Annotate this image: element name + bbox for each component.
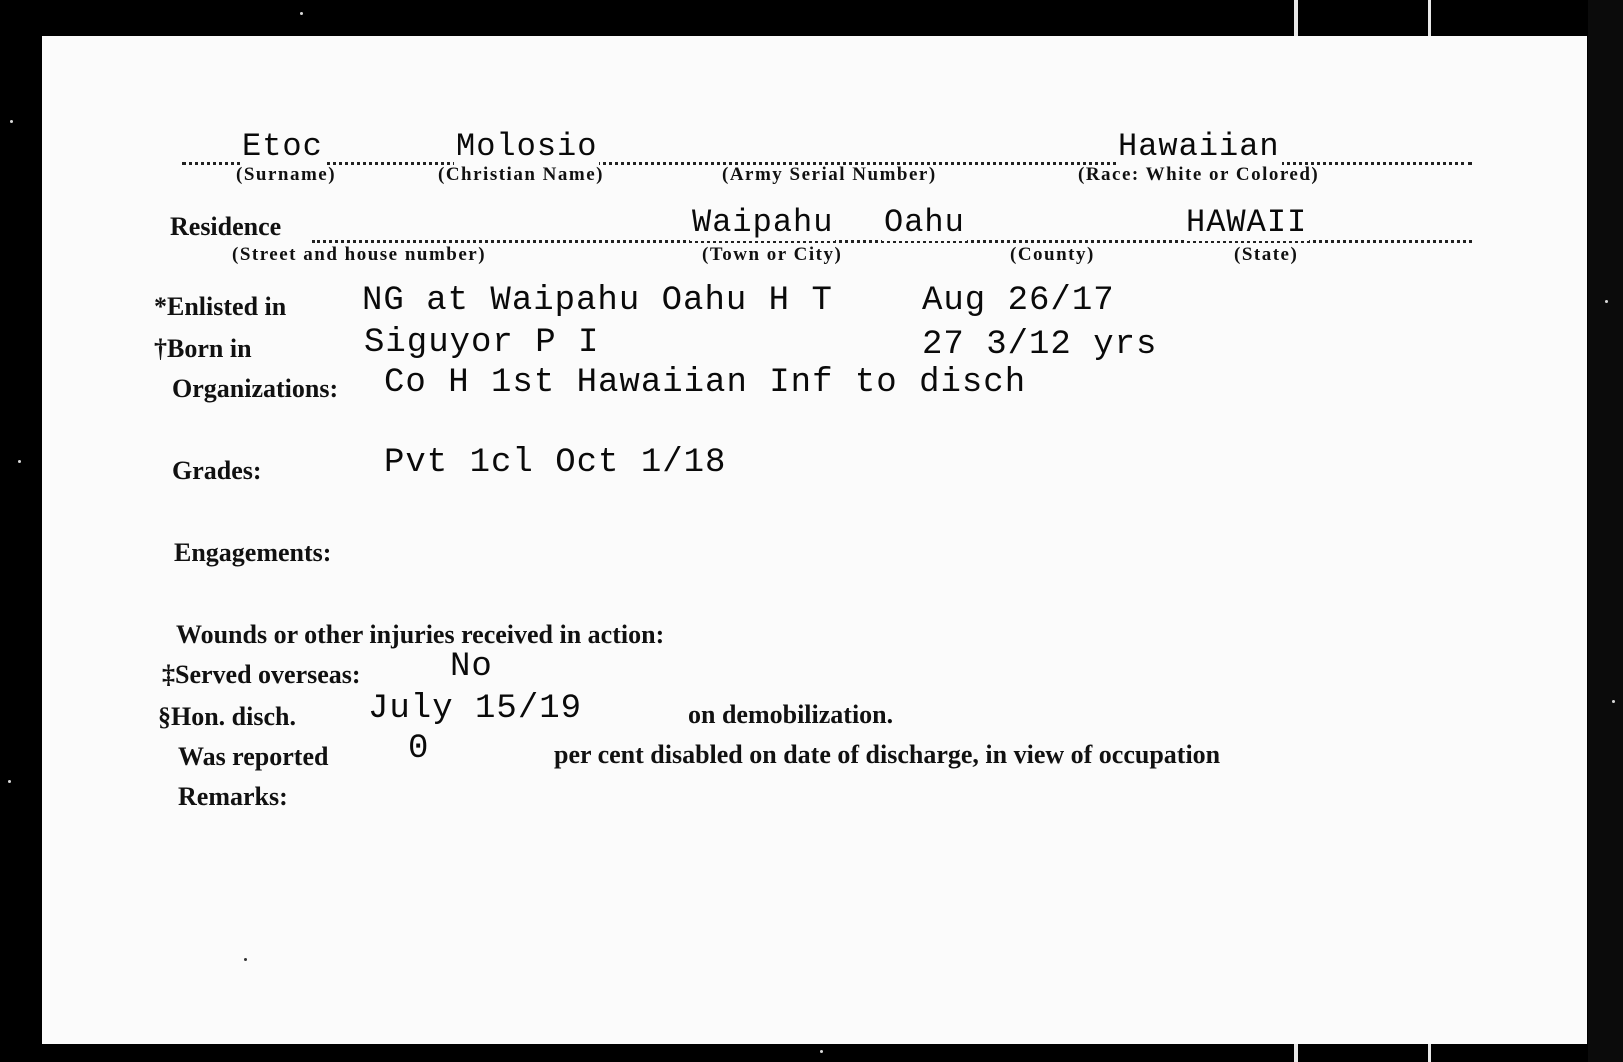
service-record-card <box>42 36 1587 1044</box>
surname-value: Etoc <box>242 128 323 165</box>
film-speck <box>820 1050 823 1053</box>
film-speck <box>300 12 303 15</box>
county-value: Oahu <box>884 204 965 241</box>
served-overseas-label: ‡Served overseas: <box>162 660 361 689</box>
christian-name-value: Molosio <box>456 128 598 165</box>
disability-suffix: per cent disabled on date of discharge, in view of occupation <box>554 740 1221 769</box>
grades-label: Grades: <box>172 456 262 485</box>
served-overseas-value: No <box>450 648 493 686</box>
ink-dot <box>244 958 247 961</box>
state-caption: (State) <box>1234 244 1299 265</box>
film-speck <box>1605 300 1608 303</box>
enlisted-place-value: NG at Waipahu Oahu H T <box>362 282 833 320</box>
disability-value: 0 <box>408 730 430 768</box>
town-caption: (Town or City) <box>702 244 843 265</box>
wounds-label: Wounds or other injuries received in action: <box>176 620 665 649</box>
born-age-value: 27 3/12 yrs <box>922 326 1158 364</box>
born-place-value: Siguyor P I <box>364 324 600 362</box>
residence-label: Residence <box>170 212 282 241</box>
film-speck <box>10 120 13 123</box>
film-speck <box>8 780 11 783</box>
remarks-label: Remarks: <box>178 782 288 811</box>
surname-caption: (Surname) <box>236 164 337 185</box>
hon-disch-label: §Hon. disch. <box>158 702 296 731</box>
race-value: Hawaiian <box>1118 128 1280 165</box>
born-label: †Born in <box>154 334 252 363</box>
film-speck <box>1612 700 1615 703</box>
grades-value: Pvt 1cl Oct 1/18 <box>384 444 727 482</box>
film-speck <box>18 460 21 463</box>
organizations-label: Organizations: <box>172 374 339 403</box>
state-value: HAWAII <box>1186 204 1308 241</box>
county-caption: (County) <box>1010 244 1095 265</box>
film-edge-right <box>1588 0 1623 1062</box>
army-serial-number-caption: (Army Serial Number) <box>722 164 937 185</box>
street-caption: (Street and house number) <box>232 244 487 265</box>
organizations-value: Co H 1st Hawaiian Inf to disch <box>384 364 1027 402</box>
enlisted-label: *Enlisted in <box>154 292 287 321</box>
christian-name-caption: (Christian Name) <box>438 164 604 185</box>
engagements-label: Engagements: <box>174 538 332 567</box>
disability-prefix: Was reported <box>178 742 329 771</box>
hon-disch-suffix: on demobilization. <box>688 700 894 729</box>
town-value: Waipahu <box>692 204 834 241</box>
race-caption: (Race: White or Colored) <box>1078 164 1320 185</box>
hon-disch-date-value: July 15/19 <box>368 690 583 728</box>
enlisted-date-value: Aug 26/17 <box>922 282 1115 320</box>
